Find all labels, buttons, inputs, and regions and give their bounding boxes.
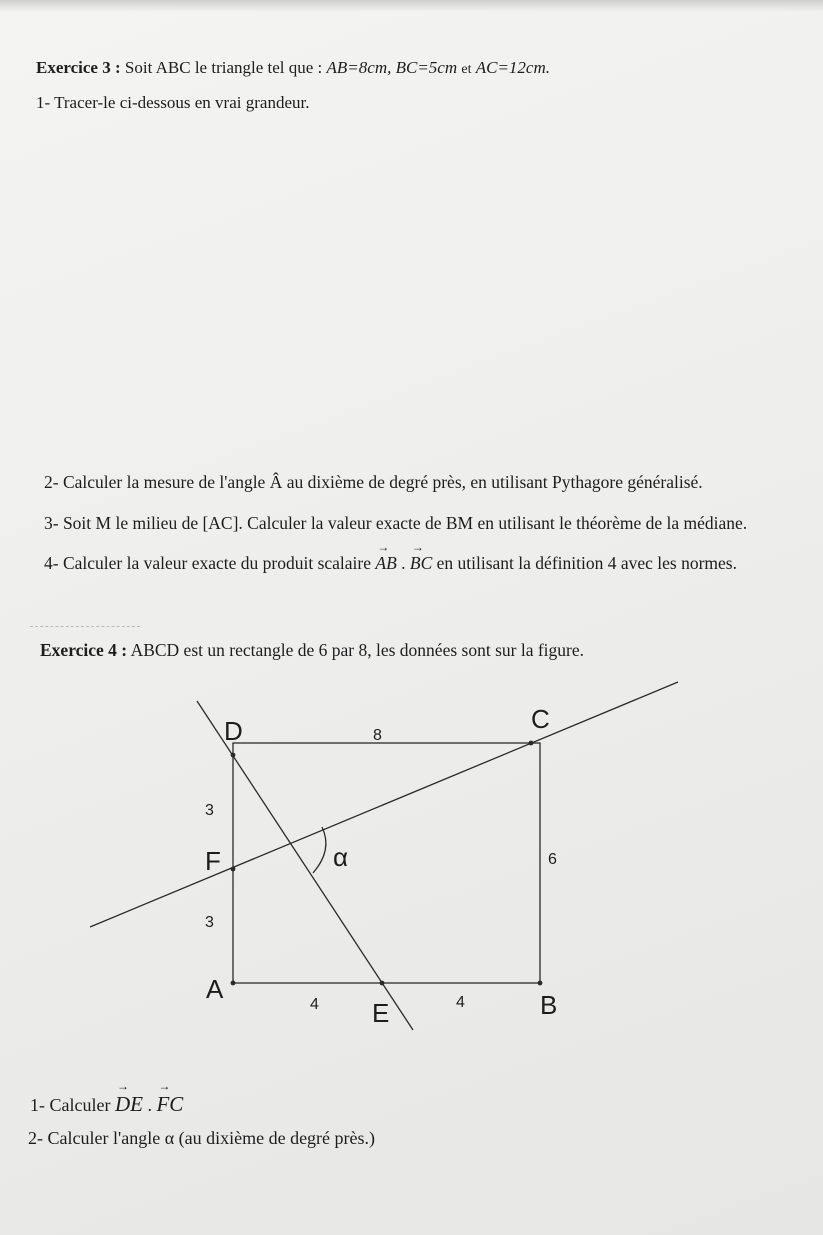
- rectangle-abcd: [233, 743, 540, 983]
- length-ae: 4: [310, 996, 319, 1013]
- line-fc: [90, 682, 678, 927]
- label-c: C: [531, 704, 550, 734]
- vector-ab: → AB: [375, 553, 396, 574]
- dot-operator: .: [401, 553, 406, 573]
- ex4-title: Exercice 4 :: [40, 640, 128, 660]
- ex4-intro: ABCD est un rectangle de 6 par 8, les données sont sur la figure.: [130, 640, 584, 660]
- label-alpha: α: [333, 842, 349, 872]
- length-dc: 8: [373, 727, 382, 744]
- label-b: B: [540, 990, 558, 1020]
- vector-fc: → FC: [156, 1092, 183, 1117]
- ex3-question-1: 1- Tracer-le ci-dessous en vrai grandeur.: [36, 93, 310, 112]
- point-e: [380, 981, 385, 986]
- label-a: A: [206, 974, 224, 1004]
- ex3-et: et: [461, 62, 472, 77]
- point-f: [231, 867, 236, 872]
- ex3-question-3: 3- Soit M le milieu de [AC]. Calculer la valeur exacte de BM en utilisant le théorème de la médiane.: [44, 513, 748, 533]
- vector-de: → DE: [115, 1092, 143, 1117]
- length-cb: 6: [548, 851, 557, 868]
- point-a: [231, 981, 236, 986]
- dot-operator: .: [147, 1095, 152, 1115]
- point-b: [538, 981, 543, 986]
- vector-bc: → BC: [410, 553, 432, 574]
- ex4-question-1: [30, 1092, 183, 1117]
- ex3-ac: AC=12cm.: [475, 58, 551, 77]
- ex3-title: Exercice 3 :: [36, 58, 121, 77]
- ex3-ab: AB=8cm,: [326, 58, 392, 77]
- ex3-question-2: 2- Calculer la mesure de l'angle Â au dixième de degré près, en utilisant Pythagore généralisé.: [44, 472, 703, 492]
- label-e: E: [372, 998, 390, 1028]
- ex4-q1-label: 1- Calculer: [30, 1095, 111, 1115]
- label-f: F: [205, 846, 221, 876]
- label-d: D: [224, 716, 243, 746]
- ex3-intro: Soit ABC le triangle tel que :: [124, 58, 323, 77]
- length-df: 3: [205, 802, 214, 819]
- length-fa: 3: [205, 914, 214, 931]
- ex3-q4-end: en utilisant la définition 4 avec les normes.: [436, 553, 737, 573]
- ex4-question-2: 2- Calculer l'angle α (au dixième de degré près.): [28, 1128, 376, 1148]
- point-d: [231, 753, 236, 758]
- ex3-bc: BC=5cm: [395, 58, 458, 77]
- line-de: [197, 701, 413, 1030]
- length-eb: 4: [456, 994, 465, 1011]
- point-c: [529, 741, 534, 746]
- ex3-q4-start: 4- Calculer la valeur exacte du produit scalaire: [44, 553, 371, 573]
